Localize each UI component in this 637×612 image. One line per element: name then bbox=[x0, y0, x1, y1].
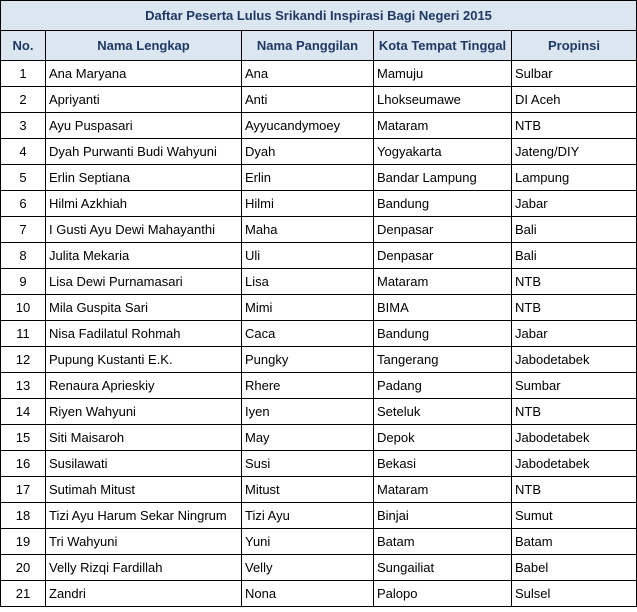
cell-propinsi[interactable]: Batam bbox=[512, 529, 637, 555]
cell-no[interactable]: 12 bbox=[1, 347, 46, 373]
table-row bbox=[1, 295, 637, 321]
cell-no[interactable]: 11 bbox=[1, 321, 46, 347]
cell-nama-panggilan[interactable]: Tizi Ayu bbox=[242, 503, 374, 529]
cell-nama-lengkap[interactable]: Ayu Puspasari bbox=[46, 113, 242, 139]
cell-kota-tempat-tinggal[interactable]: Padang bbox=[374, 373, 512, 399]
table-title: Daftar Peserta Lulus Srikandi Inspirasi Bagi Negeri 2015 bbox=[1, 1, 637, 31]
table-row bbox=[1, 113, 637, 139]
cell-kota-tempat-tinggal[interactable]: Denpasar bbox=[374, 243, 512, 269]
cell-no[interactable]: 16 bbox=[1, 451, 46, 477]
cell-no[interactable]: 17 bbox=[1, 477, 46, 503]
cell-propinsi[interactable]: DI Aceh bbox=[512, 87, 637, 113]
cell-kota-tempat-tinggal[interactable]: Bekasi bbox=[374, 451, 512, 477]
cell-no[interactable]: 20 bbox=[1, 555, 46, 581]
cell-propinsi[interactable]: Lampung bbox=[512, 165, 637, 191]
cell-propinsi[interactable]: Bali bbox=[512, 243, 637, 269]
cell-kota-tempat-tinggal[interactable]: Bandung bbox=[374, 191, 512, 217]
table-row bbox=[1, 399, 637, 425]
header-no[interactable]: No. bbox=[1, 31, 46, 61]
header-propinsi[interactable]: Propinsi bbox=[512, 31, 637, 61]
cell-nama-lengkap[interactable]: Mila Guspita Sari bbox=[46, 295, 242, 321]
cell-kota-tempat-tinggal[interactable]: Palopo bbox=[374, 581, 512, 607]
cell-propinsi[interactable]: NTB bbox=[512, 269, 637, 295]
table-row bbox=[1, 191, 637, 217]
cell-no[interactable]: 10 bbox=[1, 295, 46, 321]
table-row bbox=[1, 425, 637, 451]
table-row bbox=[1, 581, 637, 607]
cell-propinsi[interactable]: Jabodetabek bbox=[512, 451, 637, 477]
cell-nama-panggilan[interactable]: Rhere bbox=[242, 373, 374, 399]
cell-kota-tempat-tinggal[interactable]: Depok bbox=[374, 425, 512, 451]
cell-propinsi[interactable]: Sulbar bbox=[512, 61, 637, 87]
cell-nama-panggilan[interactable]: Nona bbox=[242, 581, 374, 607]
cell-kota-tempat-tinggal[interactable]: Mataram bbox=[374, 269, 512, 295]
header-nama-panggilan[interactable]: Nama Panggilan bbox=[242, 31, 374, 61]
table-row bbox=[1, 321, 637, 347]
cell-nama-lengkap[interactable]: Riyen Wahyuni bbox=[46, 399, 242, 425]
cell-propinsi[interactable]: Jabar bbox=[512, 321, 637, 347]
cell-no[interactable]: 15 bbox=[1, 425, 46, 451]
cell-no[interactable]: 2 bbox=[1, 87, 46, 113]
cell-kota-tempat-tinggal[interactable]: Lhokseumawe bbox=[374, 87, 512, 113]
cell-kota-tempat-tinggal[interactable]: Batam bbox=[374, 529, 512, 555]
table-row bbox=[1, 61, 637, 87]
cell-nama-lengkap[interactable]: Julita Mekaria bbox=[46, 243, 242, 269]
cell-no[interactable]: 8 bbox=[1, 243, 46, 269]
cell-propinsi[interactable]: Babel bbox=[512, 555, 637, 581]
cell-nama-panggilan[interactable]: Velly bbox=[242, 555, 374, 581]
cell-nama-panggilan[interactable]: Mimi bbox=[242, 295, 374, 321]
cell-kota-tempat-tinggal[interactable]: Tangerang bbox=[374, 347, 512, 373]
table-row bbox=[1, 87, 637, 113]
table-row bbox=[1, 243, 637, 269]
cell-propinsi[interactable]: Jateng/DIY bbox=[512, 139, 637, 165]
cell-propinsi[interactable]: NTB bbox=[512, 477, 637, 503]
cell-kota-tempat-tinggal[interactable]: Bandung bbox=[374, 321, 512, 347]
cell-nama-lengkap[interactable]: Lisa Dewi Purnamasari bbox=[46, 269, 242, 295]
cell-nama-panggilan[interactable]: Caca bbox=[242, 321, 374, 347]
cell-nama-lengkap[interactable]: Apriyanti bbox=[46, 87, 242, 113]
cell-nama-lengkap[interactable]: Velly Rizqi Fardillah bbox=[46, 555, 242, 581]
cell-nama-lengkap[interactable]: Dyah Purwanti Budi Wahyuni bbox=[46, 139, 242, 165]
cell-nama-lengkap[interactable]: Erlin Septiana bbox=[46, 165, 242, 191]
table-row bbox=[1, 529, 637, 555]
cell-kota-tempat-tinggal[interactable]: Binjai bbox=[374, 503, 512, 529]
cell-no[interactable]: 21 bbox=[1, 581, 46, 607]
cell-kota-tempat-tinggal[interactable]: Mataram bbox=[374, 113, 512, 139]
cell-nama-panggilan[interactable]: Mitust bbox=[242, 477, 374, 503]
header-nama-lengkap[interactable]: Nama Lengkap bbox=[46, 31, 242, 61]
cell-kota-tempat-tinggal[interactable]: Yogyakarta bbox=[374, 139, 512, 165]
table-row bbox=[1, 165, 637, 191]
cell-nama-panggilan[interactable]: Uli bbox=[242, 243, 374, 269]
cell-no[interactable]: 19 bbox=[1, 529, 46, 555]
cell-kota-tempat-tinggal[interactable]: BIMA bbox=[374, 295, 512, 321]
cell-nama-panggilan[interactable]: Dyah bbox=[242, 139, 374, 165]
cell-kota-tempat-tinggal[interactable]: Mataram bbox=[374, 477, 512, 503]
cell-no[interactable]: 5 bbox=[1, 165, 46, 191]
table-body bbox=[1, 61, 637, 607]
table-row bbox=[1, 269, 637, 295]
cell-no[interactable]: 9 bbox=[1, 269, 46, 295]
cell-no[interactable]: 4 bbox=[1, 139, 46, 165]
cell-nama-panggilan[interactable]: Pungky bbox=[242, 347, 374, 373]
cell-nama-panggilan[interactable]: May bbox=[242, 425, 374, 451]
cell-nama-panggilan[interactable]: Susi bbox=[242, 451, 374, 477]
cell-nama-lengkap[interactable]: Pupung Kustanti E.K. bbox=[46, 347, 242, 373]
cell-nama-lengkap[interactable]: Nisa Fadilatul Rohmah bbox=[46, 321, 242, 347]
cell-propinsi[interactable]: Jabodetabek bbox=[512, 347, 637, 373]
cell-nama-lengkap[interactable]: Renaura Aprieskiy bbox=[46, 373, 242, 399]
cell-propinsi[interactable]: NTB bbox=[512, 399, 637, 425]
cell-nama-panggilan[interactable]: Yuni bbox=[242, 529, 374, 555]
cell-no[interactable]: 18 bbox=[1, 503, 46, 529]
cell-nama-panggilan[interactable]: Maha bbox=[242, 217, 374, 243]
table-row bbox=[1, 451, 637, 477]
cell-kota-tempat-tinggal[interactable]: Mamuju bbox=[374, 61, 512, 87]
cell-nama-panggilan[interactable]: Erlin bbox=[242, 165, 374, 191]
cell-no[interactable]: 7 bbox=[1, 217, 46, 243]
cell-propinsi[interactable]: Jabar bbox=[512, 191, 637, 217]
table-row bbox=[1, 373, 637, 399]
cell-nama-lengkap[interactable]: Zandri bbox=[46, 581, 242, 607]
cell-kota-tempat-tinggal[interactable]: Denpasar bbox=[374, 217, 512, 243]
table-row bbox=[1, 555, 637, 581]
cell-kota-tempat-tinggal[interactable]: Seteluk bbox=[374, 399, 512, 425]
cell-no[interactable]: 1 bbox=[1, 61, 46, 87]
cell-nama-lengkap[interactable]: Siti Maisaroh bbox=[46, 425, 242, 451]
cell-kota-tempat-tinggal[interactable]: Sungailiat bbox=[374, 555, 512, 581]
cell-nama-lengkap[interactable]: Ana Maryana bbox=[46, 61, 242, 87]
table-row bbox=[1, 217, 637, 243]
cell-nama-panggilan[interactable]: Lisa bbox=[242, 269, 374, 295]
table-row bbox=[1, 503, 637, 529]
cell-propinsi[interactable]: NTB bbox=[512, 113, 637, 139]
table-row bbox=[1, 347, 637, 373]
cell-nama-panggilan[interactable]: Hilmi bbox=[242, 191, 374, 217]
cell-nama-panggilan[interactable]: Ana bbox=[242, 61, 374, 87]
header-row bbox=[1, 31, 637, 61]
cell-propinsi[interactable]: Sumbar bbox=[512, 373, 637, 399]
header-kota-tempat-tinggal[interactable]: Kota Tempat Tinggal bbox=[374, 31, 512, 61]
cell-nama-panggilan[interactable]: Ayyucandymoey bbox=[242, 113, 374, 139]
cell-nama-lengkap[interactable]: Tizi Ayu Harum Sekar Ningrum bbox=[46, 503, 242, 529]
cell-nama-lengkap[interactable]: Sutimah Mitust bbox=[46, 477, 242, 503]
table-row bbox=[1, 139, 637, 165]
cell-nama-lengkap[interactable]: Tri Wahyuni bbox=[46, 529, 242, 555]
table-row bbox=[1, 477, 637, 503]
cell-no[interactable]: 6 bbox=[1, 191, 46, 217]
cell-nama-lengkap[interactable]: Hilmi Azkhiah bbox=[46, 191, 242, 217]
cell-nama-panggilan[interactable]: Anti bbox=[242, 87, 374, 113]
cell-nama-lengkap[interactable]: I Gusti Ayu Dewi Mahayanthi bbox=[46, 217, 242, 243]
cell-propinsi[interactable]: Sumut bbox=[512, 503, 637, 529]
cell-nama-panggilan[interactable]: Iyen bbox=[242, 399, 374, 425]
cell-no[interactable]: 3 bbox=[1, 113, 46, 139]
cell-no[interactable]: 14 bbox=[1, 399, 46, 425]
cell-no[interactable]: 13 bbox=[1, 373, 46, 399]
cell-nama-lengkap[interactable]: Susilawati bbox=[46, 451, 242, 477]
cell-propinsi[interactable]: Jabodetabek bbox=[512, 425, 637, 451]
cell-propinsi[interactable]: NTB bbox=[512, 295, 637, 321]
cell-kota-tempat-tinggal[interactable]: Bandar Lampung bbox=[374, 165, 512, 191]
cell-propinsi[interactable]: Sulsel bbox=[512, 581, 637, 607]
cell-propinsi[interactable]: Bali bbox=[512, 217, 637, 243]
